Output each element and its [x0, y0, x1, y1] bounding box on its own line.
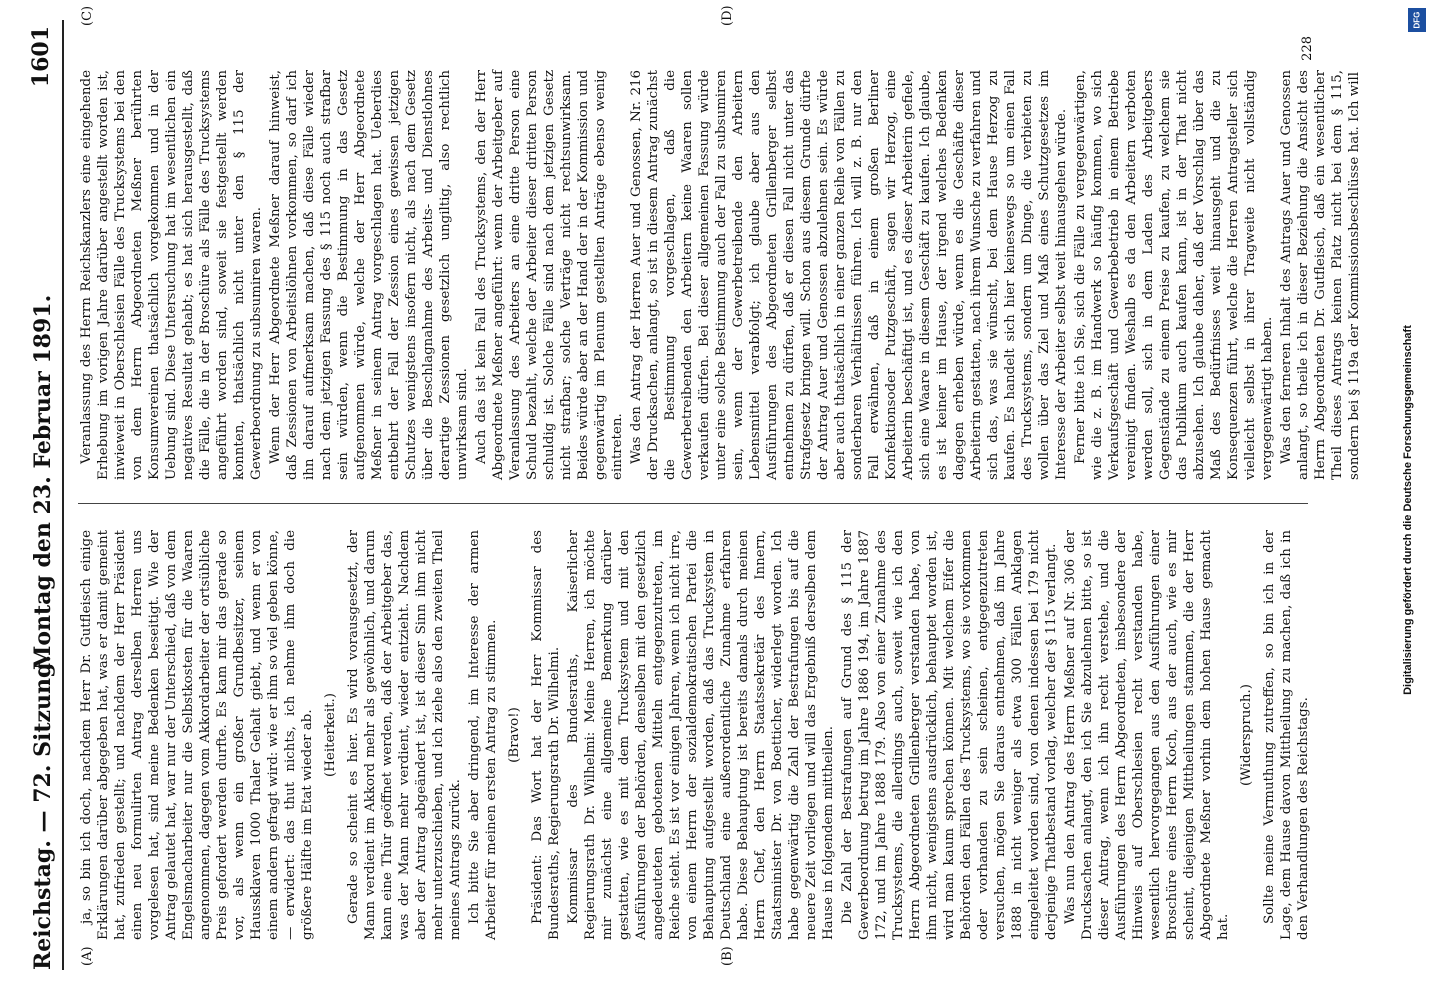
- paragraph: Auch das ist kein Fall des Trucksystems, den der Herr Abgeordnete Meßner angeführt: wenn der Arbeitgeber auf Veranlassung des Arbeiters an eine dritte Person eine Schuld bezahlt, welche der Arbeiter dieser dritten Person schuldig ist. Solche Fälle sind nach dem jetzigen Gesetz nicht strafbar; solche Verträge nicht rechtsunwirksam. Beides würde aber an der Hand der in der Kommission und gegenwärtig im Plenum gestellten Anträge ebenso wenig eintreten.: [474, 70, 625, 480]
- paragraph: Ferner bitte ich Sie, sich die Fälle zu vergegenwärtigen, wie die z. B. im Handwerk so häufig kommen, wo sich Verkaufsgeschäft und Gewerbebetrieb in einem Betriebe vereinigt finden. Weshalb es da den Arbeitern verboten werden soll, sich in dem Laden des Arbeitgebers Gegenstände zu einem Preise zu kaufen, zu welchem sie das Publikum auch kaufen kann, ist in der That nicht abzusehen. Ich glaube daher, daß der Vorschlag über das Maß des Bedürfnisses weit hinausgeht und die zu Konsequenzen führt, welche die Herren Antragsteller sich vielleicht selbst in ihrer Tragweite nicht vollständig vergegenwärtigt haben.: [1073, 70, 1275, 480]
- paragraph: Wenn der Herr Abgeordnete Meßner darauf hinweist, daß Zessionen von Arbeitslöhnen vorkommen, so darf ich ihn darauf aufmerksam machen, daß diese Fälle wieder nach dem jetzigen Fassung des § 115 noch auch strafbar sein würden, wenn die Bestimmung in das Gesetz aufgenommen würde, welche der Herr Abgeordnete Meßner in seinem Antrag vorgeschlagen hat. Ueberdies entbehrt der Fall der Zession eines gewissen jetzigen Schutzes wenigstens insofern nicht, als nach dem Gesetz über die Beschlagnahme des Arbeits- und Dienstlohnes derartige Zessionen gesetzlich ungiltig, also rechtlich unwirksam sind.: [268, 70, 470, 480]
- right-column: [78, 70, 1365, 480]
- paragraph: Was nun den Antrag des Herrn Meßner auf Nr. 306 der Drucksachen anlangt, den ich Sie abzulehnen bitte, so ist dieser Antrag, wenn ich ihn recht verstehe, und die Ausführungen des Herrn Abgeordneten, insbesondere der Hinweis auf Oberschlesien recht verstanden habe, wesentlich hervorgegangen aus den Ausführungen einer Broschüre eines Herrn Koch, aus der auch, wie es mir scheint, diejenigen Mittheilungen stammen, die der Herr Abgeordnete Meßner vorhin dem hohen Hause gemacht hat.: [1063, 530, 1231, 940]
- paragraph: Was den ferneren Inhalt des Antrags Auer und Genossen anlangt, so theile ich in dieser Beziehung die Ansicht des Herrn Abgeordneten Dr. Gutfleisch, daß ein wesentlicher Theil dieses Antrags keinen Platz nicht bei dem § 115, sondern bei § 119a der Kommissionsbeschlüsse hat. Ich will: [1279, 70, 1362, 480]
- header-date: Montag den 23. Februar 1891.: [30, 294, 56, 670]
- signature-mark: 228: [1300, 36, 1315, 61]
- paragraph: ja, so bin ich doch, nachdem Herr Dr. Gutfleisch einige Erklärungen darüber abgegeben hat, was er damit gemeint hat, zufrieden gestellt; und nachdem der Herr Präsident einen neu formulirten Antrag derselben Herren uns vorgelesen hat, sind meine Bedenken beseitigt. Wie der Antrag gelautet hat, war nur der Unterschied, daß von dem Engelsmacharbeiter nur die Selbstkosten für die Waaren angenommen, dagegen vom Akkordarbeiter der ortsübliche Preis gefordert werden durfte. Es kam mir das gerade so vor, als wenn ein großer Grundbesitzer, seinem Haussklaven 1000 Thaler Gehalt giebt, und wenn er von einem andern gefragt wird: wie er ihm so viel geben könne, — erwidert: das thut nichts, ich nehme ihm doch die größere Hälfte im Etat wieder ab.: [79, 530, 315, 940]
- funding-text: Digitalisierung gefördert durch die Deutsche Forschungsgemeinschaft: [1402, 325, 1414, 695]
- paragraph: Gerade so scheint es hier. Es wird vorausgesetzt, der Mann verdient im Akkord mehr als gewöhnlich, und darum kann eine Thür geöffnet werden, daß der Arbeitgeber das, was der Mann mehr verdient, wieder entzieht. Nachdem aber der Antrag abgeändert ist, ist dieser Sinn ihm nicht mehr unterzuschieben, und ich ziehe also den zweiten Theil meines Antrags zurück.: [346, 530, 463, 940]
- margin-mark-b: (B): [720, 946, 735, 966]
- paragraph: Was den Antrag der Herren Auer und Genossen, Nr. 216 der Drucksachen, anlangt, so ist in diesem Antrag zunächst die Bestimmung vorgeschlagen, daß die Gewerbetreibenden den Arbeitern keine Waaren sollen verkaufen dürfen. Bei dieser allgemeinen Fassung würde unter eine solche Bestimmung auch der Fall zu subsumiren sein, wenn der Gewerbetreibende den Arbeitern Lebensmittel verabfolgt; ich glaube aber aus den Ausführungen des Abgeordneten Grillenberger selbst entnehmen zu dürfen, daß er diesen Fall nicht unter das Strafgesetz bringen will. Schon aus diesem Grunde dürfte der Antrag Auer und Genossen abzulehnen sein. Es würde aber auch thatsächlich in einer ganzen Reihe von Fällen zu sonderbaren Verhältnissen führen. Ich will z. B. nur den Fall erwähnen, daß in einem großen Berliner Konfektionsoder Putzgeschäft, sagen wir Herzog, eine Arbeiterin beschäftigt ist, und es dieser Arbeiterin gefiele, sich eine Waare in diesem Geschäft zu kaufen. Ich glaube, es ist keiner im Hause, der irgend welches Bedenken dagegen erheben würde, wenn es die Geschäfte dieser Arbeiterin gestatten, nach ihrem Wunsche zu verfahren und sich das, was sie wünscht, bei dem Hause Herzog zu kaufen. Es handelt sich hier keineswegs so um einen Fall des Trucksystems, sondern um Dinge, die verbieten zu wollen über das Ziel und Maß eines Schutzgesetzes im Interesse der Arbeiter selbst weit hinausgehen würde.: [629, 70, 1069, 480]
- page-header: [22, 20, 64, 970]
- paragraph: Präsident: Das Wort hat der Herr Kommissar des Bundesraths, Regierungsrath Dr. Wilhelmi.: [530, 530, 562, 940]
- page-number: 1601: [28, 26, 54, 88]
- column-divider: [78, 503, 1308, 504]
- left-column: [78, 530, 1314, 940]
- interjection: (Heiterkeit.): [323, 693, 338, 777]
- interjection: (Widerspruch.): [1239, 684, 1254, 787]
- margin-mark-c: (C): [80, 5, 95, 26]
- paragraph: Ich bitte Sie aber dringend, im Interesse der armen Arbeiter für meinen ersten Antrag zu stimmen.: [467, 530, 499, 940]
- margin-mark-a: (A): [80, 946, 95, 966]
- interjection: (Bravo!): [507, 707, 522, 763]
- paragraph: Veranlassung des Herrn Reichskanzlers eine eingehende Erhebung im vorigen Jahre darüber angestellt worden ist, inwieweit in Oberschlesien Fälle des Trucksystems bei den von dem Herrn Abgeordneten Meßner berührten Konsumvereinen thatsächlich vorgekommen und in der Uebung sind. Diese Untersuchung hat im wesentlichen ein negatives Resultat gehabt; es hat sich herausgestellt, daß die Fälle, die in der Broschüre als Fälle des Trucksystems angeführt worden sind, soweit sie festgestellt werden konnten, thatsächlich nicht unter den § 115 der Gewerbeordnung zu subsumiren waren.: [79, 70, 264, 480]
- dfg-logo: DFG: [1408, 8, 1426, 32]
- paragraph: Kommissar des Bundesraths, Kaiserlicher Regierungsrath Dr. Wilhelmi: Meine Herren, ich möchte mir zunächst eine allgemeine Bemerkung darüber gestatten, wie es mit dem Trucksystem und mit den Ausführungen der Behörden, denselben mit den gesetzlich angedeuteten gebotenen Mitteln entgegenzutreten, im Reiche steht. Es ist vor einigen Jahren, wenn ich nicht irre, von einem Herrn der sozialdemokratischen Partei die Behauptung aufgestellt worden, daß das Trucksystem in Deutschland eine außerordentliche Zunahme erfahren habe. Diese Behauptung ist bereits damals durch meinen Herrn Chef, den Herrn Staatssekretär des Innern, Staatsminister Dr. von Boetticher, widerlegt worden. Ich habe gegenwärtig die Zahl der Bestrafungen bis auf die neuere Zeit vorliegen und will das Ergebniß derselben dem Hause in folgendem mittheilen.: [566, 530, 836, 940]
- funding-note: [1402, 30, 1428, 990]
- header-session: Reichstag. — 72. Sitzung.: [30, 654, 56, 970]
- paragraph: Die Zahl der Bestrafungen auf Grund des § 115 der Gewerbeordnung betrug im Jahre 1886 194, im Jahre 1887 172, und im Jahre 1888 179. Also von einer Zunahme des Trucksystems, die allerdings auch, soweit wie ich den Herrn Abgeordneten Grillenberger verstanden habe, von ihm nicht, wenigstens ausdrücklich, behauptet worden ist, wird man kaum sprechen können. Mit welchem Eifer die Behörden den Fällen des Trucksystems, wo sie vorkommen oder vorhanden zu sein scheinen, entgegenzutreten versuchen, mögen Sie daraus entnehmen, daß im Jahre 1888 in nicht weniger als etwa 300 Fällen Anklagen eingeleitet worden sind, von denen indessen bei 179 nicht derjenige Thatbestand vorlag, welcher der § 115 verlangt.: [840, 530, 1059, 940]
- paragraph: Sollte meine Vermuthung zutreffen, so bin ich in der Lage, dem Hause davon Mittheilung zu machen, daß ich in den Verhandlungen des Reichstags.: [1262, 530, 1311, 940]
- margin-mark-d: (D): [720, 5, 735, 26]
